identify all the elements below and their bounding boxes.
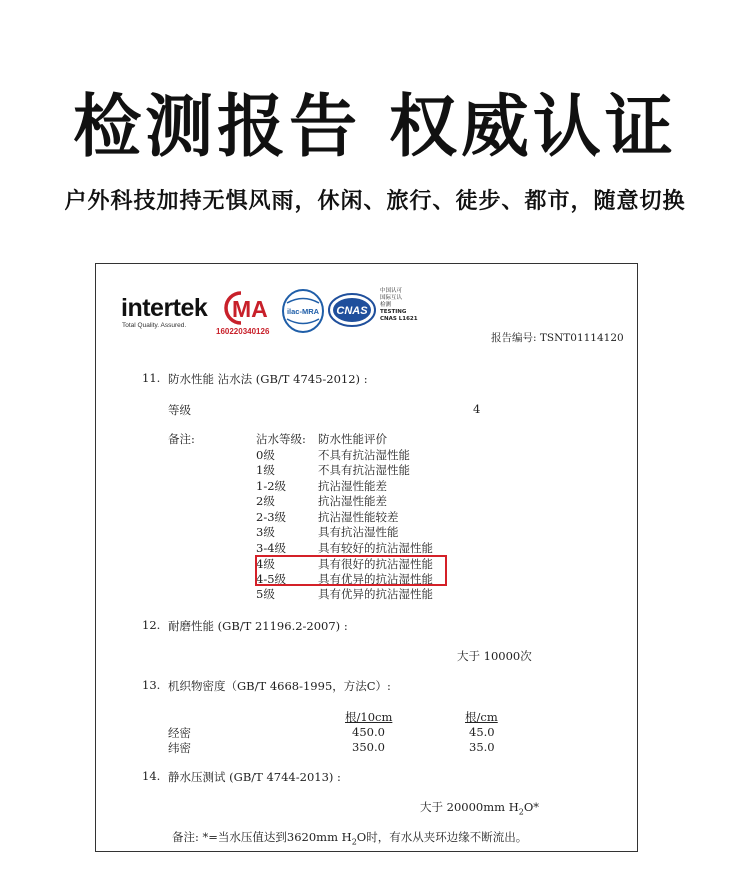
subline: 户外科技加持无惧风雨，休闲、旅行、徒步、都市，随意切换 — [64, 189, 686, 214]
density-value: 450.0 — [352, 725, 385, 739]
section-number: 13. — [142, 678, 161, 692]
ilac-mra-logo — [281, 288, 325, 334]
table-cell: 具有优异的抗沾湿性能 — [318, 587, 433, 601]
cnas-line: CNAS L1621 — [380, 316, 418, 322]
density-value: 45.0 — [469, 725, 495, 739]
table-cell: 2-3级 — [256, 510, 287, 524]
table-cell: 抗沾湿性能差 — [318, 479, 387, 493]
cnas-line: 国际互认 — [380, 295, 403, 301]
density-row-label: 纬密 — [168, 741, 191, 755]
table-cell: 不具有抗沾湿性能 — [318, 448, 410, 462]
table-cell: 4级 — [256, 557, 275, 571]
density-value: 35.0 — [469, 740, 495, 754]
section-title: 机织物密度（GB/T 4668-1995，方法C）: — [168, 679, 391, 693]
table-cell: 2级 — [256, 494, 275, 508]
density-row-label: 经密 — [168, 726, 191, 740]
section-title: 防水性能 沾水法 (GB/T 4745-2012) : — [168, 372, 368, 386]
cnas-line: TESTING — [380, 309, 407, 315]
cnas-line: 检测 — [380, 302, 392, 308]
density-col-header: 根/10cm — [345, 710, 393, 724]
hydrostatic-note: 备注: *=当水压值达到3620mm $H_2O$时，有水从夹环边缘不断流出。 — [172, 830, 528, 847]
table-cell: 0级 — [256, 448, 275, 462]
intertek-logo: intertek — [121, 294, 208, 322]
table-cell: 具有较好的抗沾湿性能 — [318, 541, 433, 555]
table-cell: 1-2级 — [256, 479, 287, 493]
cnas-caption — [380, 288, 418, 323]
report-number: 报告编号: TSNT01114120 — [491, 332, 624, 344]
headline: 检测报告 权威认证 — [73, 88, 677, 167]
hydrostatic-value: 大于 20000mm $H_2O*$ — [420, 800, 540, 817]
abrasion-value: 大于 10000次 — [457, 649, 532, 663]
test-report — [95, 263, 638, 852]
highlight-box — [255, 555, 447, 586]
ma-number: 160220340126 — [216, 327, 270, 336]
intertek-tagline: Total Quality. Assured. — [122, 322, 187, 329]
ma-text: MA — [232, 296, 268, 322]
section-title: 静水压测试 (GB/T 4744-2013) : — [168, 770, 341, 784]
section-number: 14. — [142, 769, 161, 783]
section-title: 耐磨性能 (GB/T 21196.2-2007) : — [168, 619, 348, 633]
section-number: 12. — [142, 618, 161, 632]
cnas-text: CNAS — [336, 305, 368, 317]
table-cell: 不具有抗沾湿性能 — [318, 463, 410, 477]
table-cell: 具有很好的抗沾湿性能 — [318, 557, 433, 571]
density-col-header: 根/cm — [465, 710, 498, 724]
table-header: 防水性能评价 — [318, 432, 387, 446]
section-number: 11. — [142, 371, 161, 385]
table-cell: 5级 — [256, 587, 275, 601]
table-cell: 3级 — [256, 525, 275, 539]
cnas-logo — [327, 292, 377, 328]
table-header: 沾水等级: — [256, 432, 306, 446]
table-cell: 4-5级 — [256, 572, 287, 586]
table-cell: 3-4级 — [256, 541, 287, 555]
table-cell: 具有抗沾湿性能 — [318, 525, 399, 539]
cnas-line: 中国认可 — [380, 288, 403, 294]
table-cell: 1级 — [256, 463, 275, 477]
note-label: 备注: — [168, 432, 195, 446]
cma-logo — [219, 290, 277, 326]
table-cell: 具有优异的抗沾湿性能 — [318, 572, 433, 586]
table-cell: 抗沾湿性能差 — [318, 494, 387, 508]
table-cell: 抗沾湿性能较差 — [318, 510, 399, 524]
ilac-text: ilac-MRA — [286, 307, 320, 316]
grade-value: 4 — [473, 402, 481, 416]
grade-label: 等级 — [168, 403, 191, 417]
density-value: 350.0 — [352, 740, 385, 754]
